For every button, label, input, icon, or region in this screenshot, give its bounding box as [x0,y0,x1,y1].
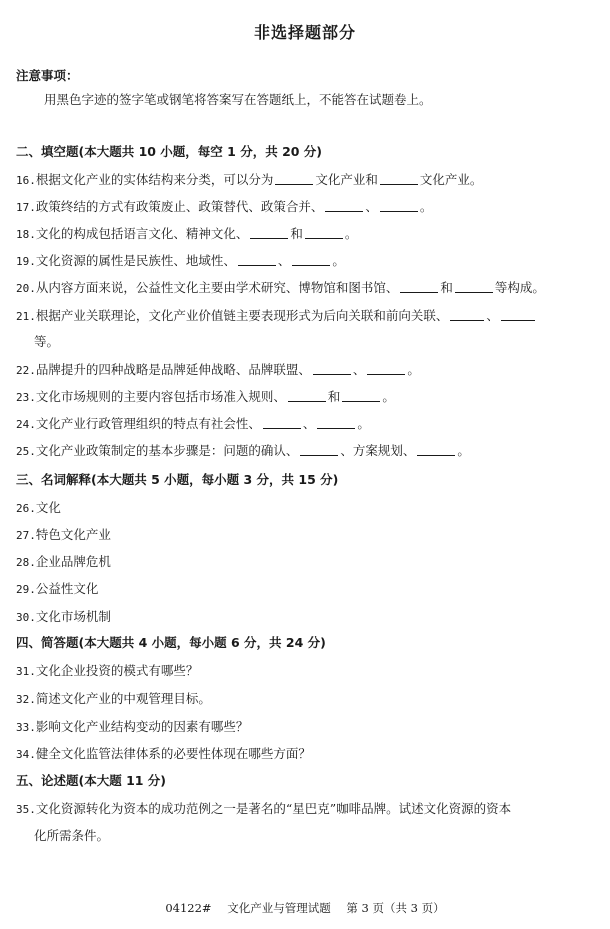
answer-blank [501,308,535,321]
answer-blank [313,362,351,375]
answer-blank [275,172,313,185]
answer-blank [417,443,455,456]
question-21-continuation: 等。 [34,334,60,349]
answer-blank [400,280,438,293]
question-number: 19. [16,255,36,268]
question-text: 影响文化产业结构变动的因素有哪些？ [35,719,249,734]
question-number: 25. [16,445,36,458]
question-31 [16,661,198,679]
question-32 [16,689,211,707]
question-number: 16. [16,174,36,187]
question-text: 、 [352,362,366,377]
answer-blank [250,226,288,239]
answer-blank [263,416,301,429]
question-16 [16,170,482,188]
question-text: 和 [327,389,341,404]
question-26 [16,498,61,516]
question-25 [16,441,470,459]
question-23 [16,387,395,405]
question-30 [16,607,111,625]
question-text: 、 [486,308,499,323]
question-number: 33. [16,721,36,734]
answer-blank [238,253,276,266]
question-number: 27. [16,529,36,542]
question-text: 文化产业行政管理组织的特点有社会性、 [35,416,261,431]
question-34 [16,744,311,762]
question-text: 文化 [35,500,61,515]
question-text: 文化资源转化为资本的成功范例之一是著名的“星巴克”咖啡品牌。试述文化资源的资本 [35,801,512,816]
question-number: 35. [16,803,36,816]
answer-blank [288,389,326,402]
question-text: 、 [302,416,316,431]
question-35-continuation: 化所需条件。 [34,828,110,843]
question-text: 政策终结的方式有政策废止、政策替代、政策合并、 [35,199,324,214]
question-text: 根据文化产业的实体结构来分类，可以分为 [35,172,274,187]
question-18 [16,224,357,242]
question-20 [16,278,545,296]
question-text: 公益性文化 [35,581,99,596]
question-number: 31. [16,665,36,678]
question-35 [16,799,511,817]
answer-blank [380,172,418,185]
question-24 [16,414,370,432]
question-19 [16,251,345,269]
answer-blank [455,280,493,293]
notice-heading: 注意事项： [16,68,79,83]
question-text: 文化产业和 [315,172,378,187]
answer-blank [300,443,338,456]
question-29 [16,579,98,597]
question-text: 特色文化产业 [35,527,111,542]
question-33 [16,717,248,735]
question-text: 。 [457,443,470,458]
answer-blank [292,253,330,266]
question-text: 和 [290,226,303,241]
question-21 [16,306,537,324]
question-number: 22. [16,364,36,377]
question-text: 等构成。 [494,280,545,295]
question-number: 23. [16,391,36,404]
question-text: 健全文化监管法律体系的必要性体现在哪些方面？ [35,746,311,761]
question-27 [16,525,111,543]
question-text: 企业品牌危机 [35,554,111,569]
question-28 [16,552,111,570]
question-text: 品牌提升的四种战略是品牌延伸战略、品牌联盟、 [35,362,311,377]
question-number: 24. [16,418,36,431]
question-text: 。 [344,226,358,241]
question-number: 29. [16,583,36,596]
question-17 [16,197,432,215]
question-text: 。 [332,253,345,268]
page-footer [0,900,610,916]
question-text: 和 [440,280,453,295]
section-short-answer-heading: 四、简答题(本大题共 4 小题，每小题 6 分，共 24 分) [16,635,326,650]
question-text: 从内容方面来说，公益性文化主要由学术研究、博物馆和图书馆、 [35,280,399,295]
question-text: 文化产业政策制定的基本步骤是：问题的确认、 [35,443,299,458]
question-text: 。 [419,199,433,214]
question-text: 。 [407,362,420,377]
question-number: 26. [16,502,36,515]
question-number: 17. [16,201,36,214]
answer-blank [325,199,363,212]
question-number: 32. [16,693,36,706]
question-number: 30. [16,611,36,624]
question-text: 文化市场规则的主要内容包括市场准入规则、 [35,389,286,404]
answer-blank [317,416,355,429]
question-text: 。 [357,416,370,431]
page-title: 非选择题部分 [253,23,356,42]
question-number: 21. [16,310,36,323]
answer-blank [450,308,484,321]
answer-blank [380,199,418,212]
answer-blank [342,389,380,402]
question-text: 文化市场机制 [35,609,111,624]
section-fill-blank-heading: 二、填空题(本大题共 10 小题，每空 1 分，共 20 分) [16,144,323,159]
footer-page-number: 第 3 页（共 3 页） [346,901,445,915]
question-number: 18. [16,228,36,241]
question-text: 、 [277,253,291,268]
section-essay-heading: 五、论述题(本大题 11 分) [16,773,167,788]
question-text: 文化企业投资的模式有哪些？ [35,663,199,678]
question-text: 、 [365,199,378,214]
question-22 [16,360,420,378]
notice-text: 用黑色字迹的签字笔或钢笔将答案写在答题纸上，不能答在试题卷上。 [44,92,432,107]
footer-subject: 文化产业与管理试题 [227,901,331,915]
footer-code: 04122# [165,901,212,915]
answer-blank [305,226,343,239]
section-terms-heading: 三、名词解释(本大题共 5 小题，每小题 3 分，共 15 分) [16,472,339,487]
question-text: 文化资源的属性是民族性、地域性、 [35,253,236,268]
question-text: 根据产业关联理论，文化产业价值链主要表现形式为后向关联和前向关联、 [35,308,449,323]
question-text: 、方案规划、 [340,443,416,458]
question-text: 简述文化产业的中观管理目标。 [35,691,211,706]
question-text: 文化的构成包括语言文化、精神文化、 [35,226,249,241]
question-number: 20. [16,282,36,295]
question-text: 文化产业。 [419,172,483,187]
answer-blank [367,362,405,375]
question-text: 。 [382,389,395,404]
question-number: 28. [16,556,36,569]
question-number: 34. [16,748,36,761]
